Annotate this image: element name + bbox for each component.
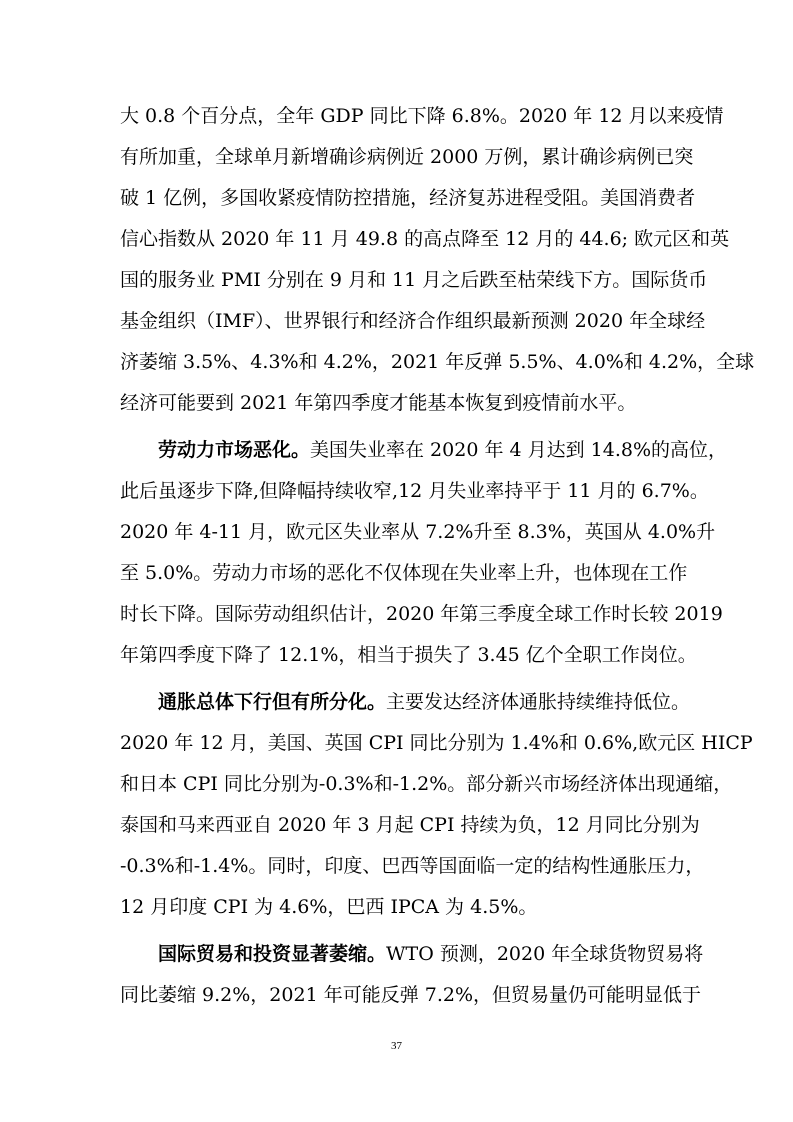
body-line: 泰国和马来西亚自 2020 年 3 月起 CPI 持续为负，12 月同比分别为: [120, 814, 700, 836]
paragraph-heading: 劳动力市场恶化。: [158, 439, 311, 461]
body-line: 有所加重，全球单月新增确诊病例近 2000 万例，累计确诊病例已突: [120, 146, 694, 168]
body-line: 国的服务业 PMI 分别在 9 月和 11 月之后跌至枯荣线下方。国际货币: [120, 269, 708, 291]
body-text: 主要发达经济体通胀持续维持低位。: [386, 691, 691, 713]
body-line: 2020 年 12 月，美国、英国 CPI 同比分别为 1.4%和 0.6%,欧元区 HICP: [120, 732, 753, 754]
paragraph-first-line: [158, 941, 704, 967]
body-line: 年第四季度下降了 12.1%，相当于损失了 3.45 亿个全职工作岗位。: [120, 644, 697, 666]
page-number: 37: [391, 1040, 402, 1052]
body-line: 信心指数从 2020 年 11 月 49.8 的高点降至 12 月的 44.6; 欧元区和英: [120, 228, 730, 250]
body-line: 和日本 CPI 同比分别为-0.3%和-1.2%。部分新兴市场经济体出现通缩，: [120, 773, 733, 795]
body-text: 美国失业率在 2020 年 4 月达到 14.8%的高位，: [310, 439, 728, 461]
paragraph-first-line: [158, 437, 728, 463]
body-line: 济萎缩 3.5%、4.3%和 4.2%，2021 年反弹 5.5%、4.0%和 4.2%，全球: [120, 351, 755, 373]
body-line: 破 1 亿例，多国收紧疫情防控措施，经济复苏进程受阻。美国消费者: [120, 187, 696, 209]
body-text: WTO 预测，2020 年全球货物贸易将: [386, 943, 704, 965]
body-line: 时长下降。国际劳动组织估计，2020 年第三季度全球工作时长较 2019: [120, 603, 723, 625]
body-line: 2020 年 4-11 月，欧元区失业率从 7.2%升至 8.3%，英国从 4.0%升: [120, 521, 716, 543]
body-line: 同比萎缩 9.2%，2021 年可能反弹 7.2%，但贸易量仍可能明显低于: [120, 984, 702, 1006]
body-line: 此后虽逐步下降,但降幅持续收窄,12 月失业率持平于 11 月的 6.7%。: [120, 480, 709, 502]
body-line: 12 月印度 CPI 为 4.6%，巴西 IPCA 为 4.5%。: [120, 896, 538, 918]
body-line: 经济可能要到 2021 年第四季度才能基本恢复到疫情前水平。: [120, 392, 637, 414]
body-line: 大 0.8 个百分点，全年 GDP 同比下降 6.8%。2020 年 12 月以来疫情: [120, 105, 724, 127]
body-line: -0.3%和-1.4%。同时，印度、巴西等国面临一定的结构性通胀压力，: [120, 855, 705, 877]
body-line: 至 5.0%。劳动力市场的恶化不仅体现在失业率上升，也体现在工作: [120, 562, 688, 584]
paragraph-heading: 通胀总体下行但有所分化。: [158, 691, 387, 713]
body-line: 基金组织（IMF）、世界银行和经济合作组织最新预测 2020 年全球经: [120, 310, 706, 332]
paragraph-heading: 国际贸易和投资显著萎缩。: [158, 943, 387, 965]
paragraph-first-line: [158, 689, 691, 715]
